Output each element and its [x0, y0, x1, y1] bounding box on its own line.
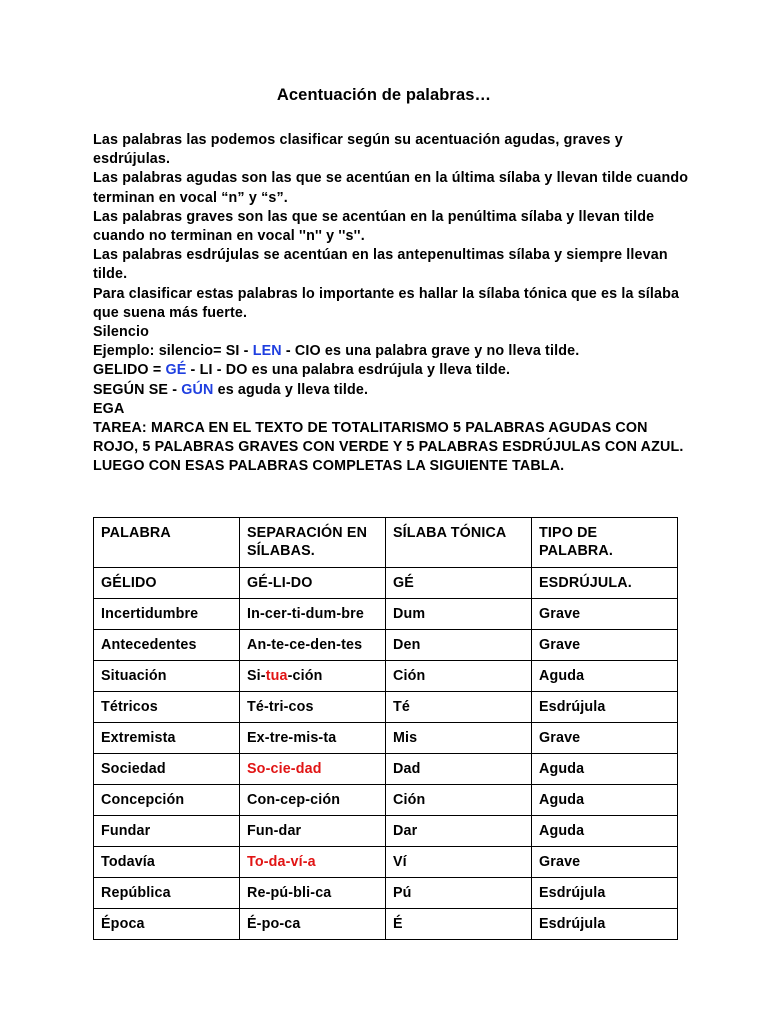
example-gelido [93, 361, 693, 380]
cell-syllables: Ex-tre-mis-ta [240, 723, 386, 754]
cell-tonic: Ción [386, 785, 532, 816]
header-silaba-tonica: SÍLABA TÓNICA [386, 518, 532, 568]
cell-word: Concepción [94, 785, 240, 816]
cell-type: Aguda [532, 661, 678, 692]
cell-word: Fundar [94, 816, 240, 847]
table-header-row [94, 518, 678, 568]
cell-syllables: GÉ-LI-DO [240, 568, 386, 599]
cell-type: Grave [532, 723, 678, 754]
example-text: es aguda y lleva tilde. [213, 381, 369, 398]
table-row [94, 692, 678, 723]
paragraph-clasificar: Para clasificar estas palabras lo importante es hallar la sílaba tónica que es la sílaba que suena más fuerte. [93, 285, 680, 321]
syllable-part: -ción [287, 668, 323, 684]
table-row [94, 599, 678, 630]
example-text: SEGÚN SE - [93, 381, 182, 398]
cell-word: Tétricos [94, 692, 240, 723]
cell-type: ESDRÚJULA. [532, 568, 678, 599]
cell-syllables: In-cer-ti-dum-bre [240, 599, 386, 630]
cell-type: Grave [532, 630, 678, 661]
syllable-part: Si- [247, 668, 266, 684]
table-row [94, 878, 678, 909]
cell-type: Esdrújula [532, 878, 678, 909]
example-text: - LI - DO es una palabra esdrújula y lleva tilde. [186, 362, 511, 379]
paragraph-agudas: Las palabras agudas son las que se acentúan en la última sílaba y llevan tilde cuando terminan en vocal “n” y “s”. [93, 170, 689, 206]
paragraph-intro: Las palabras las podemos clasificar según su acentuación agudas, graves y esdrújulas. [93, 132, 623, 168]
header-palabra: PALABRA [94, 518, 240, 568]
table-row [94, 754, 678, 785]
table-row [94, 847, 678, 878]
cell-tonic: É [386, 909, 532, 940]
words-table [93, 517, 678, 940]
cell-type: Grave [532, 847, 678, 878]
cell-type: Aguda [532, 785, 678, 816]
example-segun [93, 381, 693, 400]
table-row [94, 909, 678, 940]
cell-type: Aguda [532, 754, 678, 785]
cell-syllables: So-cie-dad [240, 754, 386, 785]
cell-syllables: An-te-ce-den-tes [240, 630, 386, 661]
cell-syllables: To-da-ví-a [240, 847, 386, 878]
paragraph-esdrujulas: Las palabras esdrújulas se acentúan en las antepenultimas sílaba y siempre llevan tilde. [93, 247, 668, 283]
example-text: GELIDO = [93, 362, 166, 379]
paragraph-graves: Las palabras graves son las que se acentúan en la penúltima sílaba y llevan tilde cuando no terminan en vocal ''n'' y ''s''. [93, 208, 655, 245]
cell-type: Esdrújula [532, 692, 678, 723]
example-silencio [93, 342, 693, 361]
table-row [94, 568, 678, 599]
highlighted-syllable: tua [265, 668, 288, 684]
paragraph-ega: EGA [93, 400, 125, 417]
example-text: - CIO es una palabra grave y no lleva tilde. [281, 343, 580, 360]
header-tipo: TIPO DE PALABRA. [532, 518, 678, 568]
cell-tonic: Dum [386, 599, 532, 630]
cell-word: Sociedad [94, 754, 240, 785]
cell-tonic: Dar [386, 816, 532, 847]
table-row [94, 785, 678, 816]
body-text [93, 131, 693, 477]
tonic-syllable: LEN [252, 343, 282, 360]
cell-syllables: Fun-dar [240, 816, 386, 847]
cell-tonic: GÉ [386, 568, 532, 599]
cell-tonic: Ví [386, 847, 532, 878]
cell-tonic: Den [386, 630, 532, 661]
cell-syllables: É-po-ca [240, 909, 386, 940]
paragraph-silencio: Silencio [93, 324, 150, 341]
cell-word: Incertidumbre [94, 599, 240, 630]
tonic-syllable: GÚN [181, 381, 214, 398]
cell-type: Esdrújula [532, 909, 678, 940]
task-instructions: TAREA: MARCA EN EL TEXTO DE TOTALITARISMO 5 PALABRAS AGUDAS CON ROJO, 5 PALABRAS GRAVES CON VERDE Y 5 PALABRAS ESDRÚJULAS CON AZUL. [93, 420, 684, 456]
cell-tonic: Ción [386, 661, 532, 692]
cell-tonic: Pú [386, 878, 532, 909]
cell-tonic: Dad [386, 754, 532, 785]
cell-tonic: Té [386, 692, 532, 723]
header-separacion: SEPARACIÓN EN SÍLABAS. [240, 518, 386, 568]
cell-type: Grave [532, 599, 678, 630]
cell-word: Todavía [94, 847, 240, 878]
cell-tonic: Mis [386, 723, 532, 754]
cell-syllables: Té-tri-cos [240, 692, 386, 723]
task-table-instructions: LUEGO CON ESAS PALABRAS COMPLETAS LA SIGUIENTE TABLA. [93, 458, 565, 475]
table-row [94, 661, 678, 692]
cell-word: Extremista [94, 723, 240, 754]
cell-syllables [240, 661, 386, 692]
page-title: Acentuación de palabras… [276, 86, 492, 104]
tonic-syllable: GÉ [165, 362, 187, 379]
table-row [94, 816, 678, 847]
table-row [94, 630, 678, 661]
cell-word: Época [94, 909, 240, 940]
cell-syllables: Con-cep-ción [240, 785, 386, 816]
example-text: Ejemplo: silencio= SI - [93, 343, 253, 360]
cell-syllables: Re-pú-bli-ca [240, 878, 386, 909]
cell-type: Aguda [532, 816, 678, 847]
cell-word: República [94, 878, 240, 909]
cell-word: Antecedentes [94, 630, 240, 661]
cell-word: Situación [94, 661, 240, 692]
cell-word: GÉLIDO [94, 568, 240, 599]
table-row [94, 723, 678, 754]
